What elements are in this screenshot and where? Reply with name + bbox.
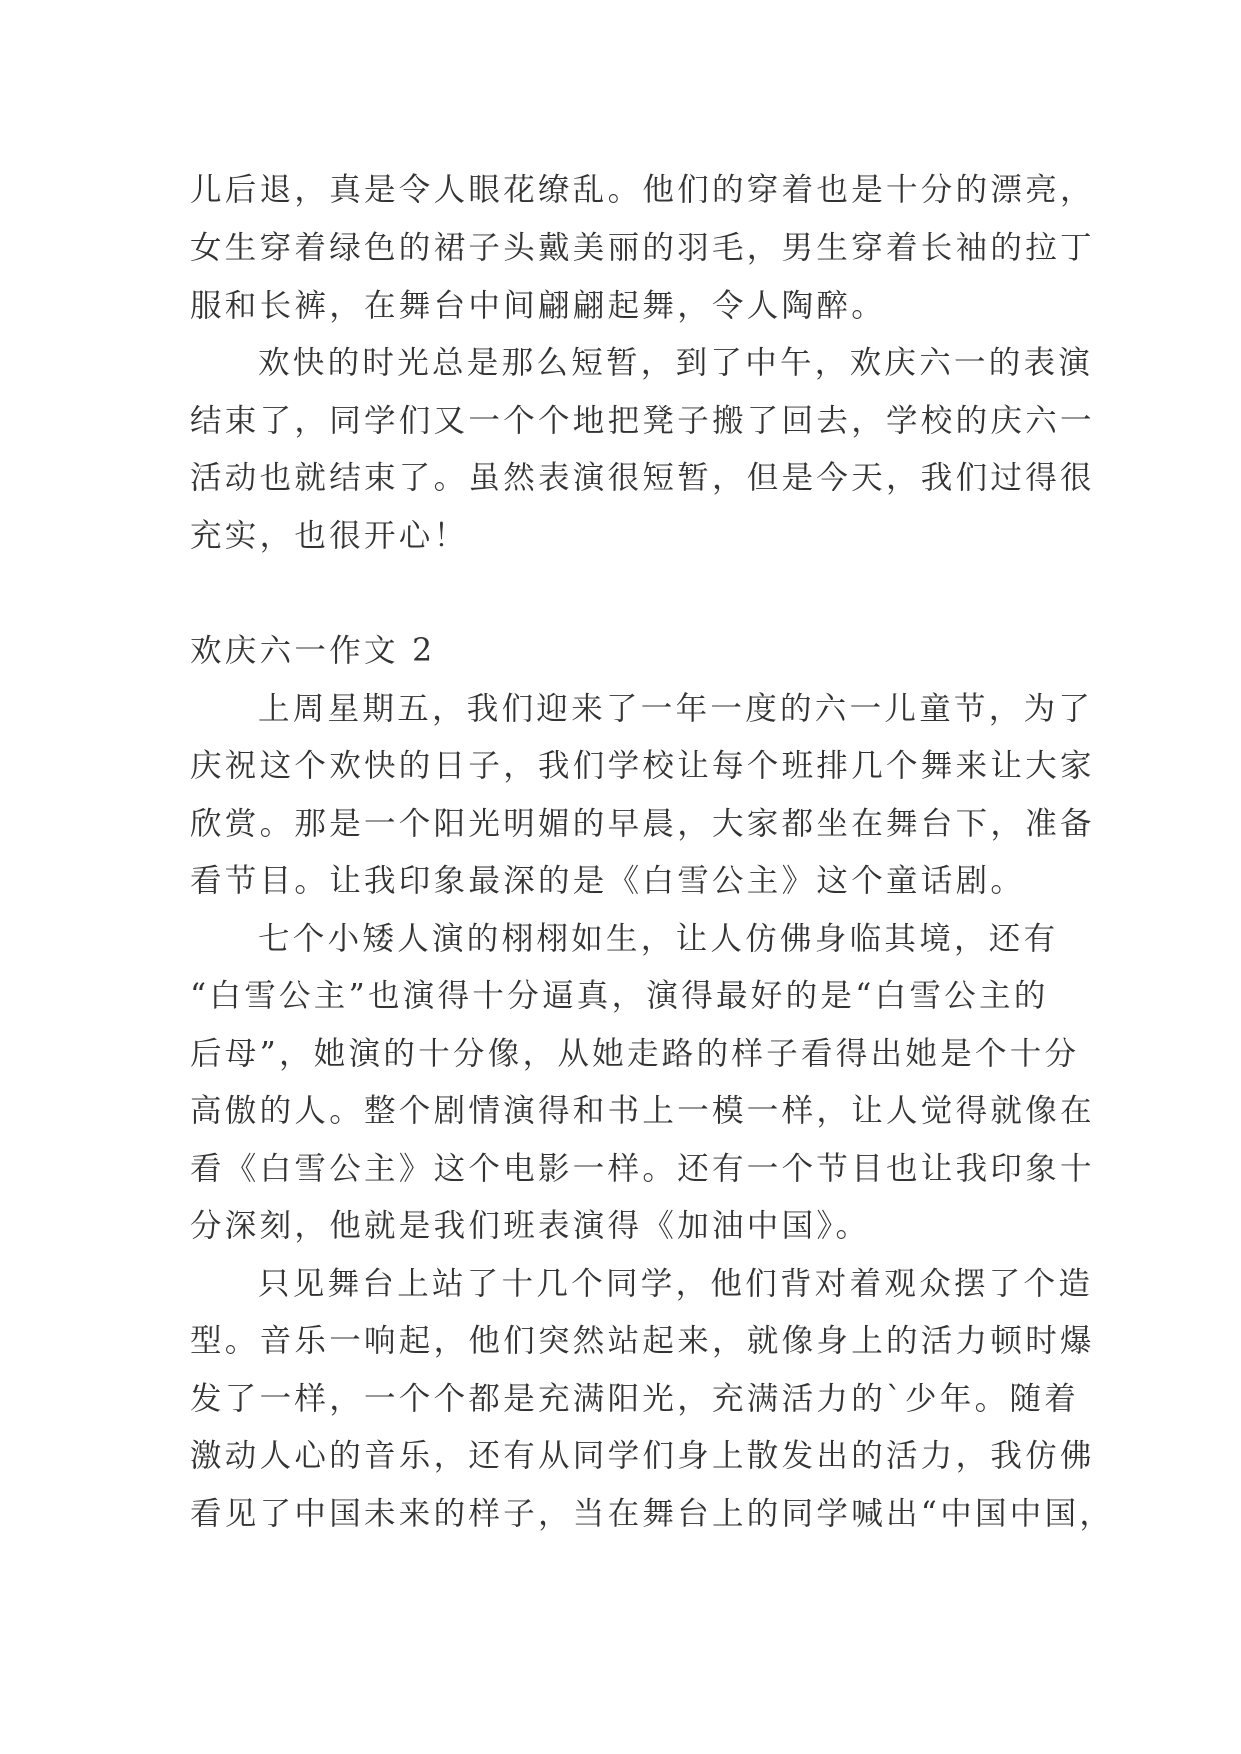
paragraph-4-line-2: “白雪公主”也演得十分逼真，演得最好的是“白雪公主的 [190, 978, 1049, 1014]
paragraph-5-line-1: 只见舞台上站了十几个同学，他们背对着观众摆了个造 [258, 1266, 1094, 1302]
paragraph-5-line-5: 看见了中国未来的样子，当在舞台上的同学喊出“中国中国， [190, 1496, 1115, 1532]
paragraph-3-line-1: 上周星期五，我们迎来了一年一度的六一儿童节，为了 [258, 691, 1094, 727]
paragraph-4-line-4: 高傲的人。整个剧情演得和书上一模一样，让人觉得就像在 [190, 1093, 1095, 1129]
paragraph-4-line-5: 看《白雪公主》这个电影一样。还有一个节目也让我印象十 [190, 1151, 1095, 1187]
paragraph-3-line-2: 庆祝这个欢快的日子，我们学校让每个班排几个舞来让大家 [190, 748, 1095, 784]
paragraph-1-line-1: 儿后退，真是令人眼花缭乱。他们的穿着也是十分的漂亮， [190, 172, 1095, 208]
paragraph-4-line-6: 分深刻，他就是我们班表演得《加油中国》。 [190, 1208, 871, 1244]
paragraph-1-line-3: 服和长裤，在舞台中间翩翩起舞，令人陶醉。 [190, 288, 887, 324]
paragraph-3-line-4: 看节目。让我印象最深的是《白雪公主》这个童话剧。 [190, 863, 1026, 899]
essay-title: 欢庆六一作文 2 [190, 633, 436, 669]
paragraph-5-line-4: 激动人心的音乐，还有从同学们身上散发出的活力，我仿佛 [190, 1438, 1095, 1474]
paragraph-4-line-1: 七个小矮人演的栩栩如生，让人仿佛身临其境，还有 [258, 921, 1059, 957]
paragraph-5-line-3: 发了一样，一个个都是充满阳光，充满活力的`少年。随着 [190, 1381, 1080, 1417]
paragraph-2-line-3: 活动也就结束了。虽然表演很短暂，但是今天，我们过得很 [190, 460, 1095, 496]
paragraph-2-line-2: 结束了，同学们又一个个地把凳子搬了回去，学校的庆六一 [190, 403, 1095, 439]
paragraph-2-line-4: 充实，也很开心！ [190, 518, 469, 554]
paragraph-2-line-1: 欢快的时光总是那么短暂，到了中午，欢庆六一的表演 [258, 345, 1094, 381]
paragraph-1-line-2: 女生穿着绿色的裙子头戴美丽的羽毛，男生穿着长袖的拉丁 [190, 230, 1095, 266]
paragraph-3-line-3: 欣赏。那是一个阳光明媚的早晨，大家都坐在舞台下，准备 [190, 806, 1095, 842]
paragraph-4-line-3: 后母”，她演的十分像，从她走路的样子看得出她是个十分 [190, 1036, 1080, 1072]
paragraph-5-line-2: 型。音乐一响起，他们突然站起来，就像身上的活力顿时爆 [190, 1323, 1095, 1359]
